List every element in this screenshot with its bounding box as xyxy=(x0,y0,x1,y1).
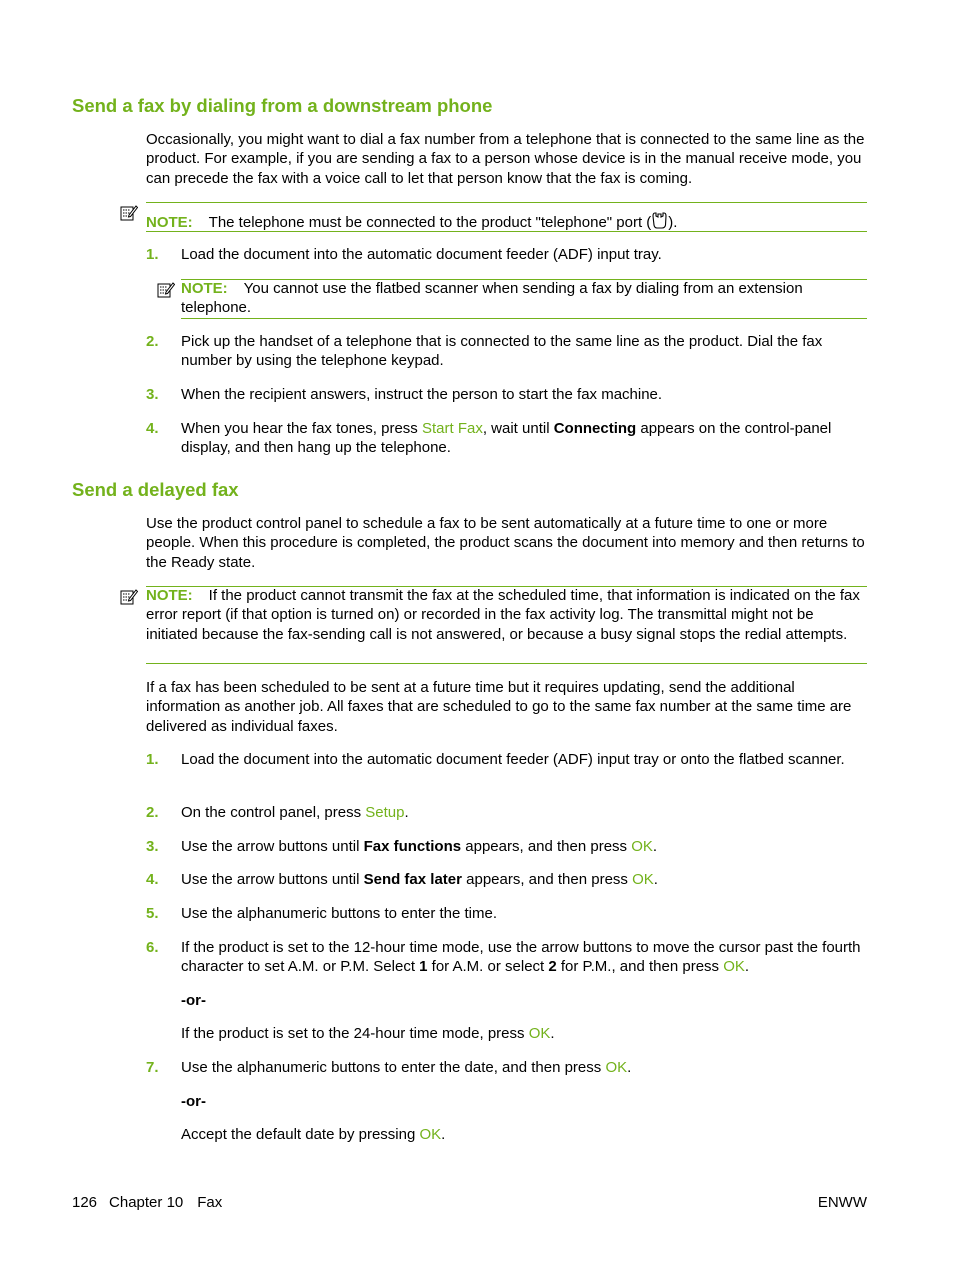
step-text xyxy=(181,803,869,822)
note-rule-top xyxy=(146,202,867,203)
note-rule-bottom xyxy=(146,663,867,664)
note-label: NOTE: xyxy=(181,280,228,297)
step-text-part: . xyxy=(404,804,409,821)
bold-value: 1 xyxy=(419,958,428,976)
chapter-label: Chapter 10 xyxy=(109,1194,184,1211)
telephone-port-icon xyxy=(651,211,668,230)
connecting-status: Connecting xyxy=(553,420,637,437)
step-text-part: Use the alphanumeric buttons to enter the date, and then press xyxy=(181,1059,606,1076)
page-number: 126 xyxy=(72,1194,98,1211)
step-text-part: . xyxy=(550,1025,555,1042)
note-label: NOTE: xyxy=(146,214,193,231)
step-number: 4. xyxy=(146,871,159,888)
page-footer-left xyxy=(72,1193,222,1212)
step-text: Use the alphanumeric buttons to enter the time. xyxy=(181,905,498,922)
note-rule-bottom xyxy=(181,318,867,319)
step-text: When the recipient answers, instruct the person to start the fax machine. xyxy=(181,386,663,403)
setup-link[interactable]: Setup xyxy=(365,804,405,821)
send-fax-later-menu: Send fax later xyxy=(363,871,462,888)
step-text-part: . xyxy=(652,838,658,855)
step-alt-text xyxy=(181,1024,869,1043)
step-text xyxy=(181,419,869,458)
step-text xyxy=(181,870,869,889)
step-text-part: appears, and then press xyxy=(461,838,632,855)
note-icon xyxy=(120,204,138,222)
step-number: 1. xyxy=(146,246,159,263)
ok-link[interactable]: OK xyxy=(631,838,653,855)
step-text-part: Accept the default date by pressing xyxy=(181,1126,420,1143)
step-text-part: , wait until xyxy=(482,420,554,437)
step-text-part: If the product is set to the 12-hour time mode, use the arrow buttons to move the cursor past the fourth character to set A.M. or P.M. Select xyxy=(181,939,861,976)
note-text-end: ). xyxy=(668,214,678,231)
intro-paragraph: Occasionally, you might want to dial a fax number from a telephone that is connected to the same line as the product. For example, if you are sending a fax to a person whose device is in the manual receive mode, you can precede the fax with a voice call to let that person know that the fax is coming. xyxy=(146,131,865,187)
step-text xyxy=(181,938,869,977)
ok-link[interactable]: OK xyxy=(605,1059,628,1076)
or-separator: -or- xyxy=(181,1093,206,1110)
step-text-part: On the control panel, press xyxy=(181,804,366,821)
step-number: 2. xyxy=(146,804,159,821)
chapter-title: Fax xyxy=(197,1194,223,1211)
or-separator: -or- xyxy=(181,992,206,1009)
step-number: 6. xyxy=(146,939,159,956)
note-text: If the product cannot transmit the fax at the scheduled time, that information is indicated on the fax error report (if that option is turned on) or recorded in the fax activity log. The transmittal might not be initiated because the fax-sending call is not answered, or because a busy signal stops the redial attempts. xyxy=(146,587,860,643)
step-alt-text xyxy=(181,1125,869,1144)
section-heading-downstream-phone: Send a fax by dialing from a downstream phone xyxy=(72,95,493,116)
note-icon xyxy=(120,588,138,606)
step-text: Load the document into the automatic document feeder (ADF) input tray or onto the flatbed scanner. xyxy=(181,751,845,768)
ok-link[interactable]: OK xyxy=(528,1025,551,1042)
step-number: 5. xyxy=(146,905,159,922)
note-scheduled-time xyxy=(146,586,868,644)
note-text: The telephone must be connected to the product "telephone" port ( xyxy=(208,214,652,231)
step-text-part: . xyxy=(627,1059,632,1076)
step-text xyxy=(181,1058,869,1077)
page-footer-right: ENWW xyxy=(817,1194,867,1211)
step-text: Load the document into the automatic document feeder (ADF) input tray. xyxy=(181,246,662,263)
ok-link[interactable]: OK xyxy=(632,871,654,888)
step-number: 1. xyxy=(146,751,159,768)
step-number: 3. xyxy=(146,386,159,403)
fax-functions-menu: Fax functions xyxy=(363,838,462,855)
ok-link[interactable]: OK xyxy=(723,958,745,976)
section-heading-delayed-fax: Send a delayed fax xyxy=(72,479,239,500)
step-number: 4. xyxy=(146,420,159,437)
step-text-part: appears, and then press xyxy=(461,871,633,888)
note-icon xyxy=(157,281,175,299)
intro-paragraph: Use the product control panel to schedule a fax to be sent automatically at a future time to one or more people. When this procedure is completed, the product scans the document into memory and then returns to the Ready state. xyxy=(146,515,865,571)
note-downstream-port xyxy=(146,211,868,232)
note-rule-bottom xyxy=(146,231,867,232)
step-text-part: appears on the control-panel display, and then hang up the telephone. xyxy=(181,420,832,457)
update-paragraph: If a fax has been scheduled to be sent at a future time but it requires updating, send the additional information as another job. All faxes that are scheduled to go to the same fax number at the same time are delivered as individual faxes. xyxy=(146,679,852,735)
bold-value: 2 xyxy=(548,958,557,976)
step-number: 2. xyxy=(146,333,159,350)
step-text xyxy=(181,837,869,856)
note-text: You cannot use the flatbed scanner when sending a fax by dialing from an extension telephone. xyxy=(181,280,803,317)
step-number: 3. xyxy=(146,838,159,855)
step-number: 7. xyxy=(146,1059,159,1076)
step-text-part: If the product is set to the 24-hour time mode, press xyxy=(181,1025,529,1042)
step-text-part: Use the arrow buttons until xyxy=(181,838,364,855)
step-text-part: for P.M., and then press xyxy=(556,958,724,976)
step-text: Pick up the handset of a telephone that is connected to the same line as the product. Dial the fax number by using the telephone keypad. xyxy=(181,333,823,370)
start-fax-link[interactable]: Start Fax xyxy=(421,420,483,437)
step-text-part: . xyxy=(744,958,750,976)
step-text-part: . xyxy=(441,1126,446,1143)
note-label: NOTE: xyxy=(146,587,193,604)
step-text-part: for A.M. or select xyxy=(427,958,549,976)
step-text-part: . xyxy=(653,871,658,888)
step-text-part: When you hear the fax tones, press xyxy=(181,420,422,437)
ok-link[interactable]: OK xyxy=(419,1126,442,1143)
step-text-part: Use the arrow buttons until xyxy=(181,871,364,888)
note-flatbed-scanner xyxy=(181,279,867,318)
